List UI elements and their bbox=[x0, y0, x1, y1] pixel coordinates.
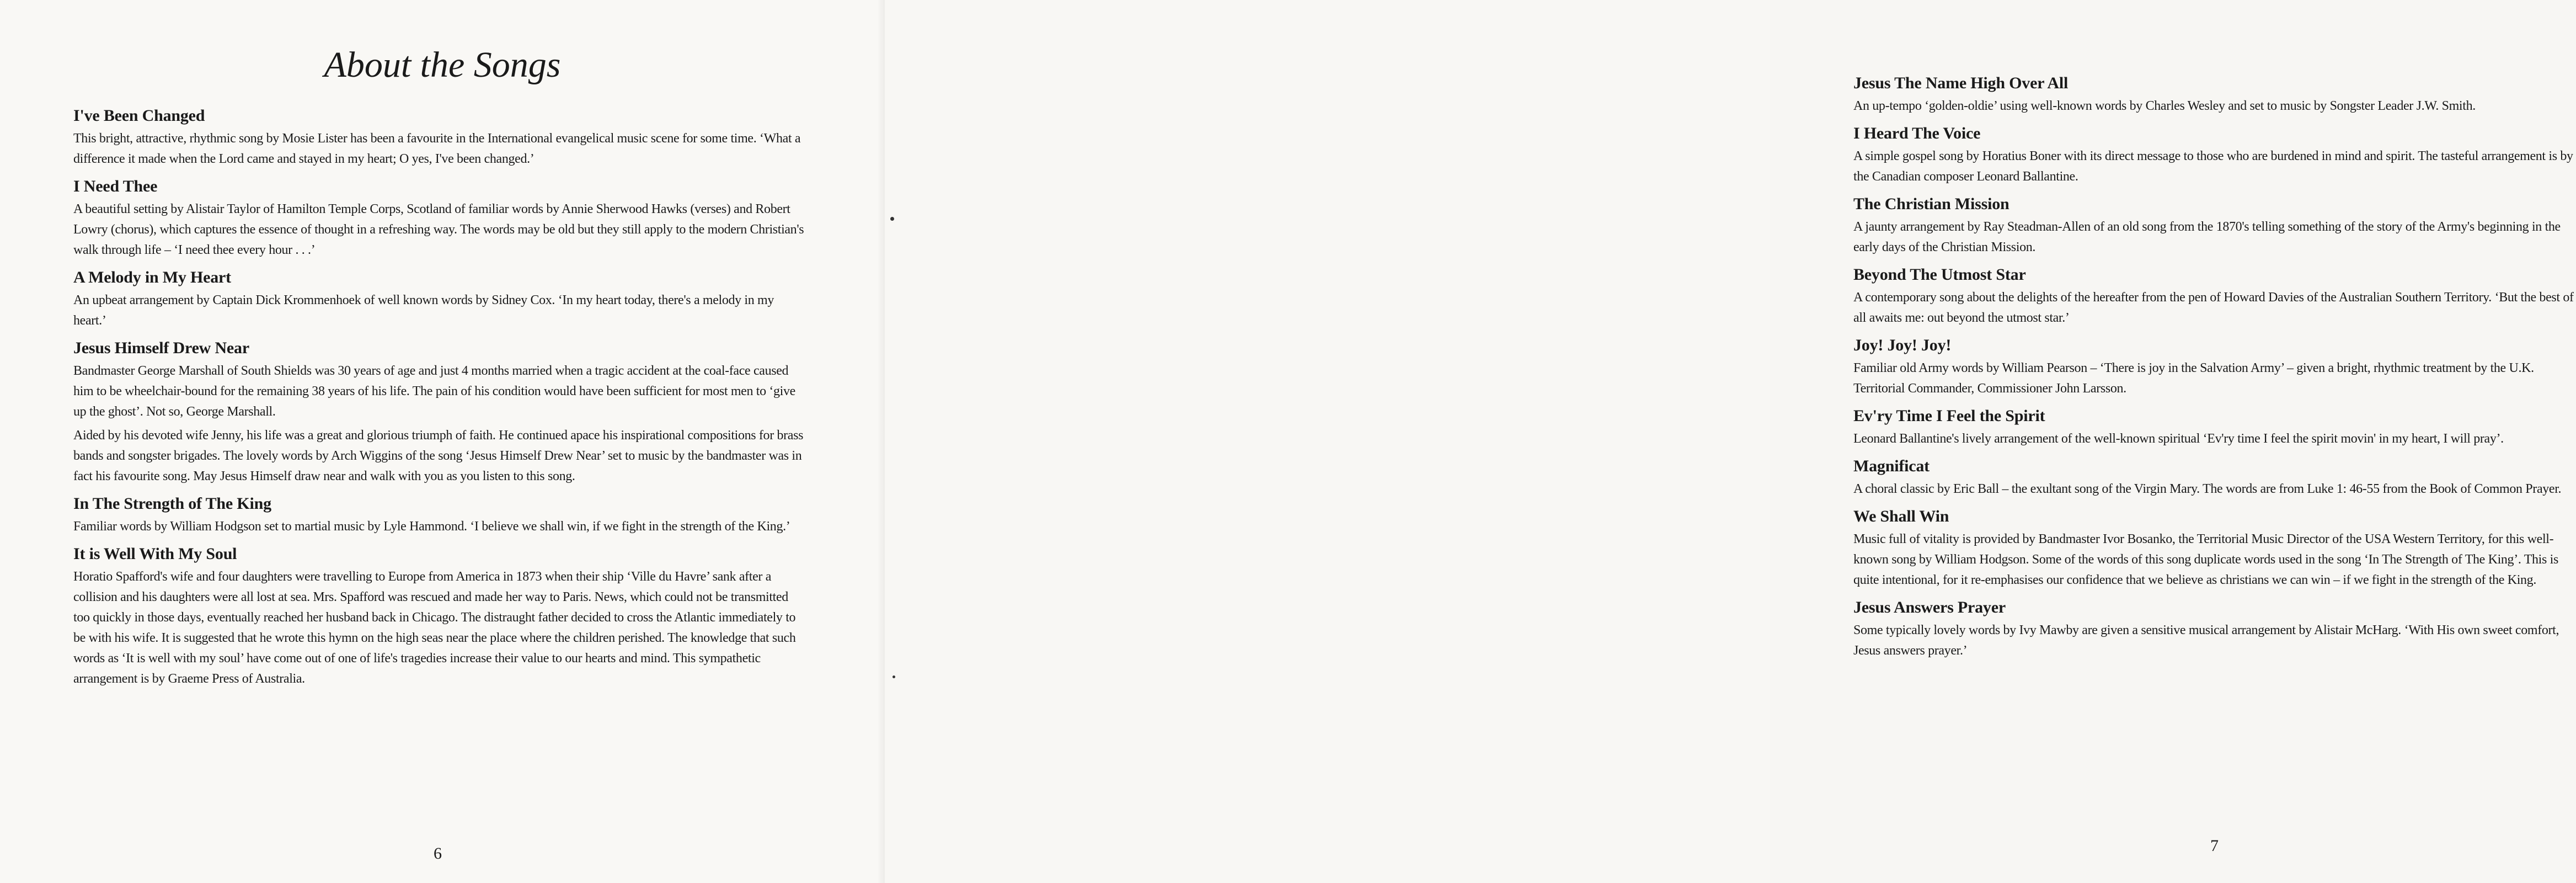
print-speck bbox=[890, 217, 894, 221]
song-entry bbox=[1853, 506, 2576, 591]
song-description: Music full of vitality is provided by Bandmaster Ivor Bosanko, the Territorial Music Director of the USA Western Territory, for this well-known song by William Hodgson. Some of the words of this song duplicate words used in the song ‘In The Strength of The King’. This is quite intentional, for it re-emphasises our confidence that we believe as christians we can win – if we fight in the strength of the King. bbox=[1853, 532, 2558, 587]
song-title: A Melody in My Heart bbox=[73, 268, 231, 286]
song-entry bbox=[73, 267, 807, 331]
right-song-list bbox=[1853, 73, 2576, 668]
song-description: A simple gospel song by Horatius Boner with its direct message to those who are burdened in mind and spirit. The tasteful arrangement is by the Canadian composer Leonard Ballantine. bbox=[1853, 149, 2573, 184]
song-title: Jesus Himself Drew Near bbox=[73, 339, 249, 357]
song-entry bbox=[1853, 194, 2576, 258]
song-description: A contemporary song about the delights of the hereafter from the pen of Howard Davies of the Australian Southern Territory. ‘But the best of all awaits me: out beyond the utmost star.’ bbox=[1853, 290, 2574, 325]
page-number-left: 6 bbox=[434, 844, 442, 863]
song-entry bbox=[1853, 73, 2576, 116]
song-description: Aided by his devoted wife Jenny, his life was a great and glorious triumph of faith. He continued apace his inspirational compositions for brass bands and songster brigades. The lovely words by Arch Wiggins of the song ‘Jesus Himself Drew Near’ set to music by the bandmaster was in fact his favourite song. May Jesus Himself draw near and walk with you as you listen to this song. bbox=[73, 428, 804, 483]
song-title: We Shall Win bbox=[1853, 507, 1949, 525]
song-entry bbox=[1853, 123, 2576, 187]
left-page bbox=[0, 0, 885, 883]
song-description: A beautiful setting by Alistair Taylor of Hamilton Temple Corps, Scotland of familiar words by Annie Sherwood Hawks (verses) and Robert Lowry (chorus), which captures the essence of thought in a refreshing way. The words may be old but they still apply to the modern Christian's walk through life – ‘I need thee every hour . . .’ bbox=[73, 202, 804, 257]
song-entry bbox=[73, 544, 807, 689]
song-description: An up-tempo ‘golden-oldie’ using well-known words by Charles Wesley and set to music by Songster Leader J.W. Smith. bbox=[1853, 99, 2476, 113]
song-description: A jaunty arrangement by Ray Steadman-Allen of an old song from the 1870's telling something of the story of the Army's beginning in the early days of the Christian Mission. bbox=[1853, 220, 2561, 254]
song-title: I Heard The Voice bbox=[1853, 124, 1981, 142]
song-title: Ev'ry Time I Feel the Spirit bbox=[1853, 407, 2045, 425]
song-description: Familiar old Army words by William Pearson – ‘There is joy in the Salvation Army’ – given a bright, rhythmic treatment by the U.K. Territorial Commander, Commissioner John Larsson. bbox=[1853, 361, 2534, 396]
song-title: I've Been Changed bbox=[73, 107, 205, 125]
page-number-right: 7 bbox=[2210, 837, 2219, 855]
song-title: Beyond The Utmost Star bbox=[1853, 265, 2026, 284]
song-entry bbox=[73, 105, 807, 169]
song-entry bbox=[1853, 335, 2576, 399]
song-description: Horatio Spafford's wife and four daughters were travelling to Europe from America in 1873 when their ship ‘Ville du Havre’ sank after a collision and his daughters were all lost at sea. Mrs. Spafford was rescued and made her way to Paris. News, which could not be transmitted too quickly in those days, eventually reached her husband back in Chicago. The distraught father decided to cross the Atlantic immediately to be with his wife. It is suggested that he wrote this hymn on the high seas near the place where the children perished. The knowledge that such words as ‘It is well with my soul’ have come out of one of life's tragedies increase their value to our hearts and mind. This sympathetic arrangement is by Graeme Press of Australia. bbox=[73, 570, 796, 686]
song-description: Leonard Ballantine's lively arrangement of the well-known spiritual ‘Ev'ry time I feel the spirit movin' in my heart, I will pray’. bbox=[1853, 432, 2504, 446]
song-entry bbox=[73, 338, 807, 487]
song-entry bbox=[73, 176, 807, 260]
left-song-list bbox=[73, 105, 807, 696]
page-title: About the Songs bbox=[324, 45, 561, 85]
song-description: Some typically lovely words by Ivy Mawby are given a sensitive musical arrangement by Alistair McHarg. ‘With His own sweet comfort, Jesus answers prayer.’ bbox=[1853, 623, 2559, 658]
song-entry bbox=[1853, 406, 2576, 449]
song-description: A choral classic by Eric Ball – the exultant song of the Virgin Mary. The words are from Luke 1: 46-55 from the Book of Common Prayer. bbox=[1853, 482, 2562, 496]
song-entry bbox=[1853, 264, 2576, 328]
song-title: I Need Thee bbox=[73, 177, 158, 195]
song-description: This bright, attractive, rhythmic song by Mosie Lister has been a favourite in the International evangelical music scene for some time. ‘What a difference it made when the Lord came and stayed in my heart; O yes, I've been changed.’ bbox=[73, 131, 801, 166]
song-entry bbox=[1853, 456, 2576, 499]
song-title: Magnificat bbox=[1853, 457, 1930, 475]
right-page bbox=[885, 0, 2574, 883]
song-title: Joy! Joy! Joy! bbox=[1853, 336, 1952, 354]
song-title: Jesus Answers Prayer bbox=[1853, 598, 2006, 616]
song-description: Bandmaster George Marshall of South Shields was 30 years of age and just 4 months married when a tragic accident at the coal-face caused him to be wheelchair-bound for the remaining 38 years of his life. The pain of his condition would have been sufficient for most men to ‘give up the ghost’. Not so, George Marshall. bbox=[73, 364, 795, 419]
song-title: The Christian Mission bbox=[1853, 195, 2010, 213]
song-title: In The Strength of The King bbox=[73, 494, 271, 513]
song-title: Jesus The Name High Over All bbox=[1853, 74, 2069, 92]
song-title: It is Well With My Soul bbox=[73, 545, 237, 563]
song-description: Familiar words by William Hodgson set to martial music by Lyle Hammond. ‘I believe we shall win, if we fight in the strength of the King.’ bbox=[73, 519, 790, 534]
print-speck bbox=[892, 675, 895, 678]
song-entry bbox=[73, 493, 807, 537]
song-description: An upbeat arrangement by Captain Dick Krommenhoek of well known words by Sidney Cox. ‘In my heart today, there's a melody in my heart.’ bbox=[73, 293, 774, 328]
song-entry bbox=[1853, 597, 2576, 661]
